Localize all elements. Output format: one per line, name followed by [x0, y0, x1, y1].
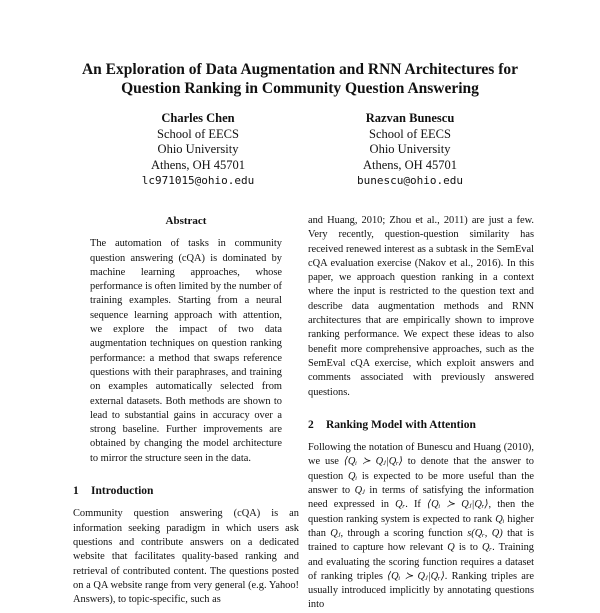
math-qj: Qⱼ: [330, 527, 341, 539]
text-run: that is trained to capture how relevant: [308, 527, 534, 554]
math-qi: Qᵢ: [347, 470, 358, 482]
text-run: . If: [405, 499, 428, 511]
text-run: Following the notation of Bunescu and Huang (2010), we use: [308, 442, 534, 468]
author-location: Athens, OH 45701: [150, 157, 246, 172]
author-university: Ohio University: [157, 142, 239, 156]
left-column: [73, 214, 299, 607]
section-number: 1: [73, 485, 79, 498]
math-ranking-triple: ⟨Qᵢ ≻ Qⱼ|Qᵣ⟩: [427, 499, 489, 511]
author-email: bunescu@ohio.edu: [357, 174, 463, 187]
intro-continuation-paragraph: and Huang, 2010; Zhou et al., 2011) are just a few. Very recently, question-question similarity has received renewed interest as a subtask in the SemEval cQA evaluation exercise (Nakov et al., 2016). In this paper, we approach question ranking in a context where the input is restricted to the question text and describe data augmentation methods and RNN architectures that are empirically shown to improve ranking performance. We expect these ideas to also benefit more comprehensive approaches, such as the SemEval cQA exercise, which exploit answers and comments associated with previously answered questions.: [308, 215, 534, 398]
text-run: higher than: [308, 513, 534, 539]
title-line-1: An Exploration of Data Augmentation and RNN Architectures for: [81, 61, 518, 78]
math-qi: Qᵢ: [495, 513, 505, 525]
abstract-heading: Abstract: [165, 215, 207, 227]
section-1-heading: [73, 484, 299, 498]
section-number: 2: [308, 418, 314, 431]
math-qj: Qⱼ: [354, 485, 365, 497]
right-column: [308, 214, 534, 613]
author-name: Razvan Bunescu: [365, 111, 455, 125]
section-2-heading: [308, 418, 534, 432]
math-qr: Qᵣ: [482, 542, 493, 554]
text-run: . Ranking triples are usually introduced implicitly by annotating questions into: [308, 570, 534, 611]
text-run: in terms of satisfying the information need expressed in: [308, 485, 534, 511]
author-university: Ohio University: [369, 142, 451, 156]
math-qr: Qᵣ: [395, 499, 406, 511]
section-2-paragraph: [308, 441, 534, 613]
paper-title: [40, 60, 560, 98]
author-block-1: [88, 111, 308, 189]
text-run: is expected to be more useful than the answer to: [308, 470, 534, 497]
text-run: is to: [454, 542, 483, 554]
section-1-paragraph: Community question answering (cQA) is an information seeking paradigm in which users ask questions and contribute answers on a dedicated website that facilitates quality-based ranking and retrieval of contributed content. The questions posted on a QA website range from very general (e.g. Yahoo! Answers), to topic-specific, such as: [73, 508, 299, 606]
author-email: lc971015@ohio.edu: [141, 174, 255, 187]
text-run: . Training and evaluating the scoring function requires a dataset of ranking triples: [308, 542, 534, 582]
math-ranking-triple: ⟨Qᵢ ≻ Qⱼ|Qᵣ⟩: [343, 456, 403, 468]
abstract-text: The automation of tasks in community question answering (cQA) is dominated by machine learning approaches, whose performance is often limited by the number of training examples. Starting from a neural sequence learning approach with attention, we explore the impact of two data augmentation techniques on question ranking performance: a method that swaps reference questions with their paraphrases, and training on examples automatically selected from external datasets. Both methods are shown to lead to substantial gains in accuracy over a strong baseline. Further improvements are obtained by changing the model architecture to mirror the structure seen in the data.: [90, 238, 282, 464]
author-dept: School of EECS: [157, 126, 239, 141]
math-ranking-triple: ⟨Qᵢ ≻ Qⱼ|Qᵣ⟩: [387, 570, 445, 582]
section-title-text: Ranking Model with Attention: [326, 418, 476, 431]
author-block-2: [300, 111, 520, 189]
section-title-text: Introduction: [91, 485, 154, 498]
text-run: , then the question ranking system is expected to rank: [308, 499, 534, 525]
author-name: Charles Chen: [161, 111, 235, 125]
text-run: , through a scoring function: [340, 527, 468, 539]
author-dept: School of EECS: [369, 126, 451, 141]
text-run: to denote that the answer to question: [308, 456, 534, 482]
author-location: Athens, OH 45701: [362, 157, 458, 172]
title-line-2: Question Ranking in Community Question Answering: [121, 80, 479, 97]
math-scoring-function: s(Qᵣ, Q): [467, 527, 503, 539]
math-q: Q: [447, 542, 455, 554]
